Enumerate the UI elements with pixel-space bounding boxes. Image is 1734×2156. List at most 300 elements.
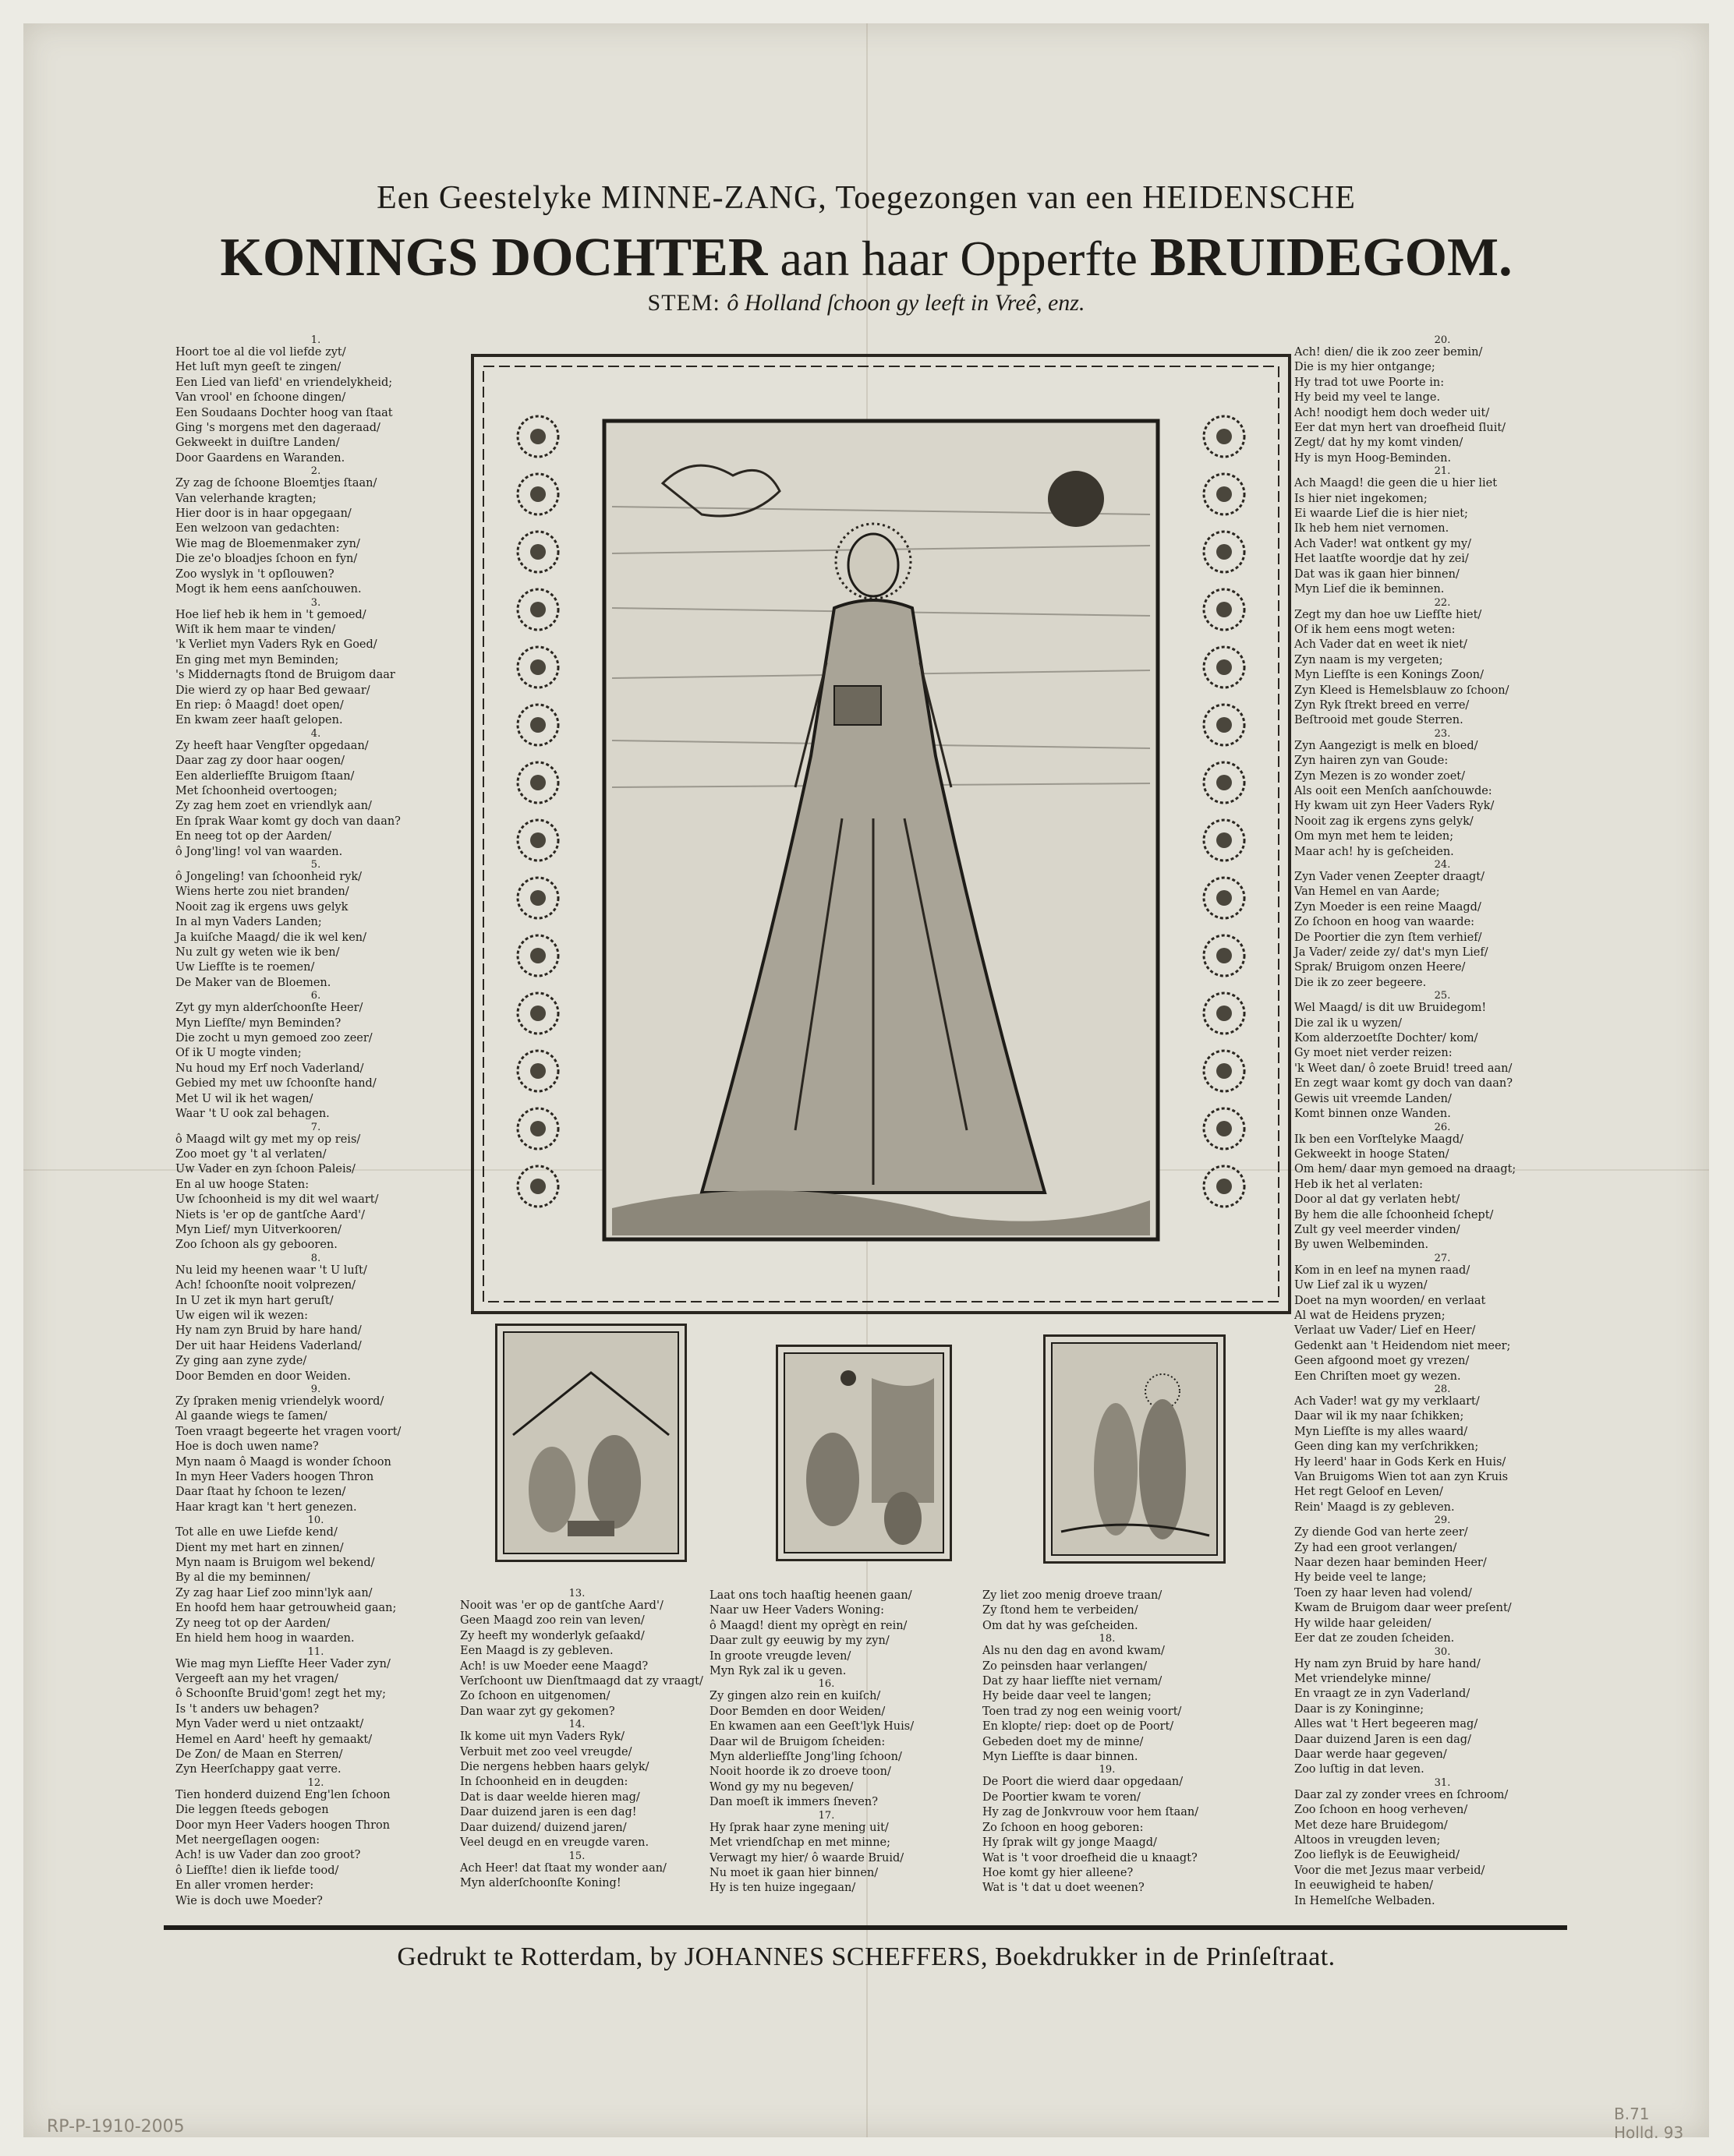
verse-column-bottom-1 bbox=[460, 1588, 703, 1891]
verse-number: 16. bbox=[818, 1678, 835, 1691]
verse-line: Zy neeg tot op der Aarden/ bbox=[175, 1617, 331, 1630]
heading-line-1: Een Geestelyke MINNE-ZANG, Toegezongen van een HEIDENSCHE bbox=[377, 180, 1356, 216]
verse-line: Hy nam zyn Bruid by hare hand/ bbox=[175, 1324, 362, 1338]
verse-line: En kwamen aan een Geeſt'lyk Huis/ bbox=[710, 1720, 915, 1734]
verse-line: Beſtrooid met goude Sterren. bbox=[1294, 714, 1463, 727]
verse-line: Naar uw Heer Vaders Woning: bbox=[710, 1604, 884, 1617]
verse-column-left bbox=[175, 335, 456, 1909]
verse-line: Zo ſchoon en hoog geboren: bbox=[982, 1821, 1144, 1834]
verse-line: Myn alderliefſte Jong'ling ſchoon/ bbox=[710, 1751, 902, 1764]
verse-number: 7. bbox=[310, 1121, 321, 1133]
verse-line: Die nergens hebben haars gelyk/ bbox=[460, 1761, 649, 1774]
verse-line: Gebeden doet my de minne/ bbox=[982, 1735, 1144, 1748]
verse-line: By uwen Welbeminden. bbox=[1294, 1239, 1429, 1252]
sun-ornament-center bbox=[1216, 602, 1232, 617]
verse-number: 11. bbox=[307, 1645, 324, 1658]
verse-line: Nooit was 'er op de gantſche Aard'/ bbox=[460, 1599, 664, 1612]
verse-line: Dat was ik gaan hier binnen/ bbox=[1294, 567, 1460, 581]
verse-line: Gekweekt in hooge Staten/ bbox=[1294, 1147, 1449, 1161]
panel-annunciation bbox=[776, 1345, 952, 1561]
verse-line: ô Jongeling! van ſchoonheid ryk/ bbox=[175, 871, 363, 883]
verse-line: Myn naam is Bruigom wel bekend/ bbox=[175, 1557, 375, 1570]
sun-ornament-center bbox=[1216, 1063, 1232, 1079]
verse-line: Rein' Maagd is zy gebleven. bbox=[1294, 1500, 1455, 1514]
verse-line: Komt binnen onze Wanden. bbox=[1294, 1108, 1451, 1121]
verse-line: Zoo luſtig in dat leven. bbox=[1294, 1763, 1424, 1776]
verse-line: Kom alderzoetſte Dochter/ kom/ bbox=[1294, 1032, 1478, 1045]
verse-line: Om dat hy was geſcheiden. bbox=[982, 1619, 1138, 1632]
verse-line: Van Hemel en van Aarde; bbox=[1294, 885, 1440, 899]
verse-line: Uw Liefſte is te roemen/ bbox=[175, 961, 315, 974]
printer-imprint: Gedrukt te Rotterdam, by JOHANNES SCHEFFERS, Boekdrukker in de Prinſeſtraat. bbox=[397, 1942, 1336, 1971]
verse-line: 'k Verliet myn Vaders Ryk en Goed/ bbox=[175, 638, 377, 652]
verse-line: Gebied my met uw ſchoonſte hand/ bbox=[175, 1077, 377, 1090]
verse-line: Gekweekt in duiſtre Landen/ bbox=[175, 437, 340, 450]
sun-ornament-center bbox=[530, 948, 546, 963]
verse-line: Daar werde haar gegeven/ bbox=[1294, 1748, 1447, 1761]
verse-line: Zy zag de ſchoone Bloemtjes ſtaan/ bbox=[175, 477, 377, 490]
verse-line: Die leggen ſteeds gebogen bbox=[175, 1804, 329, 1817]
verse-line: Daar zal zy zonder vrees en ſchroom/ bbox=[1294, 1788, 1509, 1801]
verse-line: Dan waar zyt gy gekomen? bbox=[460, 1705, 615, 1718]
verse-line: Wie is doch uwe Moeder? bbox=[175, 1894, 323, 1907]
verse-line: Zo ſchoon en hoog van waarde: bbox=[1294, 916, 1475, 929]
verse-line: Een Maagd is zy gebleven. bbox=[460, 1645, 614, 1658]
verse-line: Zyn Heerſchappy gaat verre. bbox=[175, 1763, 341, 1776]
verse-line: Door Gaardens en Waranden. bbox=[175, 451, 345, 465]
verse-line: Dan moeſt ik immers ſneven? bbox=[710, 1796, 878, 1809]
verse-number: 22. bbox=[1434, 596, 1451, 609]
verse-line: Ach! noodigt hem doch weder uit/ bbox=[1294, 406, 1490, 419]
verse-line: Toen zy haar leven had volend/ bbox=[1294, 1586, 1472, 1599]
verse-line: Hy beid my veel te lange. bbox=[1294, 391, 1441, 405]
verse-line: En hield hem hoog in waarden. bbox=[175, 1632, 355, 1645]
woodcut-frame bbox=[468, 351, 1294, 1317]
verse-line: Het laatſte woordje dat hy zei/ bbox=[1294, 553, 1469, 566]
verse-number: 8. bbox=[310, 1252, 321, 1264]
verse-line: Door myn Heer Vaders hoogen Thron bbox=[175, 1818, 391, 1832]
verse-number: 28. bbox=[1434, 1384, 1451, 1395]
melody-line bbox=[23, 290, 1709, 316]
verse-line: De Poortier die zyn ſtem verhief/ bbox=[1294, 931, 1482, 944]
melody-title: ô Holland ſchoon gy leeft in Vreê, enz. bbox=[727, 290, 1085, 316]
verse-line: Myn Lief die ik beminnen. bbox=[1294, 583, 1445, 596]
verse-line: Mogt ik hem eens aanſchouwen. bbox=[175, 583, 362, 596]
verse-line: Geen ding kan my verſchrikken; bbox=[1294, 1440, 1479, 1454]
verse-line: Hy ſprak haar zyne mening uit/ bbox=[710, 1821, 889, 1834]
verse-line: Daar wil de Bruigom ſcheiden: bbox=[710, 1735, 886, 1748]
verse-line: Zy heeft my wonderlyk geſaakd/ bbox=[460, 1629, 645, 1642]
panel-saints bbox=[1043, 1334, 1226, 1564]
verse-line: Ach! is uw Moeder eene Maagd? bbox=[460, 1659, 649, 1673]
sun-ornament-center bbox=[530, 429, 546, 444]
broadsheet-paper bbox=[23, 23, 1709, 2137]
verse-line: Een Chriſten moet gy wezen. bbox=[1294, 1370, 1461, 1383]
sun-ornament-center bbox=[1216, 659, 1232, 675]
verse-line: Myn Ryk zal ik u geven. bbox=[710, 1665, 847, 1678]
verse-line: In U zet ik myn hart geruſt/ bbox=[175, 1294, 334, 1307]
verse-number: 15. bbox=[568, 1850, 586, 1862]
verse-line: Met neergeſlagen oogen: bbox=[175, 1833, 320, 1847]
verse-line: Uw eigen wil ik wezen: bbox=[175, 1309, 309, 1322]
verse-line: Van vrool' en ſchoone dingen/ bbox=[175, 391, 346, 405]
verse-line: Niets is 'er op de gantſche Aard'/ bbox=[175, 1208, 365, 1221]
verse-line: En neeg tot op der Aarden/ bbox=[175, 830, 332, 843]
verse-number: 18. bbox=[1099, 1633, 1116, 1645]
verse-number: 25. bbox=[1434, 990, 1451, 1002]
sun-ornament-center bbox=[1216, 775, 1232, 790]
verse-line: ô Jong'ling! vol van waarden. bbox=[175, 845, 343, 858]
verse-line: Een welzoon van gedachten: bbox=[175, 522, 340, 535]
verse-line: Zy gingen alzo rein en kuiſch/ bbox=[710, 1690, 881, 1703]
verse-line: Hy ſprak wilt gy jonge Maagd/ bbox=[982, 1836, 1157, 1850]
verse-column-bottom-3 bbox=[982, 1589, 1232, 1896]
verse-line: Ach Heer! dat ſtaat my wonder aan/ bbox=[460, 1861, 667, 1875]
verse-line: Ach Maagd! die geen die u hier liet bbox=[1294, 477, 1498, 490]
verse-line: Een Soudaans Dochter hoog van ſtaat bbox=[175, 406, 393, 419]
verse-number: 5. bbox=[310, 859, 321, 871]
verse-line: En al uw hooge Staten: bbox=[175, 1178, 310, 1191]
verse-line: Als ooit een Menſch aanſchouwde: bbox=[1294, 784, 1492, 797]
verse-number: 26. bbox=[1434, 1121, 1451, 1133]
verse-line: Van Bruigoms Wien tot aan zyn Kruis bbox=[1294, 1471, 1509, 1484]
verse-line: Kom in en leef na mynen raad/ bbox=[1294, 1264, 1470, 1277]
sun-ornament-center bbox=[530, 775, 546, 790]
verse-number: 13. bbox=[568, 1588, 586, 1599]
verse-number: 17. bbox=[818, 1809, 835, 1822]
verse-line: Alles wat 't Hert begeeren mag/ bbox=[1294, 1718, 1478, 1731]
verse-line: In eeuwigheid te haben/ bbox=[1294, 1879, 1434, 1893]
verse-number: 3. bbox=[310, 596, 321, 609]
melody-label: STEM: bbox=[647, 290, 720, 316]
verse-line: Om myn met hem te leiden; bbox=[1294, 830, 1454, 843]
verse-line: Wond gy my nu begeven/ bbox=[710, 1780, 854, 1794]
verse-line: Gy moet niet verder reizen: bbox=[1294, 1047, 1453, 1060]
verse-line: Ja Vader/ zeide zy/ dat's myn Lief/ bbox=[1294, 946, 1488, 960]
verse-line: Hy zag de Jonkvrouw voor hem ſtaan/ bbox=[982, 1806, 1199, 1819]
verse-line: Wie mag myn Liefſte Heer Vader zyn/ bbox=[175, 1657, 391, 1670]
verse-line: In groote vreugde leven/ bbox=[710, 1649, 851, 1663]
verse-line: En hoofd hem haar getrouwheid gaan; bbox=[175, 1602, 397, 1615]
verse-line: Der uit haar Heidens Vaderland/ bbox=[175, 1339, 362, 1352]
verse-line: In al myn Vaders Landen; bbox=[175, 916, 322, 929]
verse-line: Myn alderſchoonſte Koning! bbox=[460, 1876, 621, 1889]
verse-line: Ei waarde Lief die is hier niet; bbox=[1294, 507, 1468, 521]
verse-line: In ſchoonheid en in deugden: bbox=[460, 1776, 628, 1789]
verse-line: ô Schoonſte Bruid'gom! zegt het my; bbox=[175, 1688, 387, 1701]
verse-line: Kwam de Bruigom daar weer preſent/ bbox=[1294, 1602, 1512, 1615]
verse-line: Daar zag zy door haar oogen/ bbox=[175, 755, 345, 768]
heading-konings-dochter: KONINGS DOCHTER bbox=[220, 228, 768, 288]
verse-line: Zy heeft haar Vengſter opgedaan/ bbox=[175, 739, 369, 752]
sun-ornament-center bbox=[530, 486, 546, 502]
verse-line: Daar is zy Koninginne; bbox=[1294, 1702, 1424, 1716]
verse-line: Een alderliefſte Bruigom ſtaan/ bbox=[175, 769, 355, 783]
verse-line: Als nu den dag en avond kwam/ bbox=[982, 1645, 1165, 1658]
sun-ornament-center bbox=[1216, 1121, 1232, 1136]
verse-line: En kwam zeer haaſt gelopen. bbox=[175, 714, 343, 727]
verse-line: In Hemelſche Welbaden. bbox=[1294, 1894, 1435, 1907]
verse-column-bottom-2 bbox=[710, 1589, 943, 1896]
sun-ornament-center bbox=[1216, 717, 1232, 733]
verse-line: Met U wil ik het wagen/ bbox=[175, 1092, 313, 1105]
verse-line: Myn Liefſte/ myn Beminden? bbox=[175, 1016, 341, 1030]
verse-line: Wat is 't dat u doet weenen? bbox=[982, 1882, 1145, 1895]
sun-ornament-center bbox=[530, 832, 546, 848]
verse-line: By al die my beminnen/ bbox=[175, 1571, 310, 1585]
verse-line: Ging 's morgens met den dageraad/ bbox=[175, 422, 380, 435]
verse-line: Met ſchoonheid overtoogen; bbox=[175, 784, 338, 797]
verse-line: Hy kwam uit zyn Heer Vaders Ryk/ bbox=[1294, 800, 1495, 813]
sun-ornament-center bbox=[1216, 486, 1232, 502]
verse-line: Of ik U mogte vinden; bbox=[175, 1047, 302, 1060]
verse-line: Doet na myn woorden/ en verlaat bbox=[1294, 1294, 1486, 1307]
verse-line: En ging met myn Beminden; bbox=[175, 653, 339, 666]
verse-column-right bbox=[1294, 335, 1591, 1909]
verse-line: In myn Heer Vaders hoogen Thron bbox=[175, 1471, 374, 1484]
verse-line: Hy trad tot uwe Poorte in: bbox=[1294, 376, 1445, 389]
verse-line: De Maker van de Bloemen. bbox=[175, 976, 331, 989]
verse-line: Met deze hare Bruidegom/ bbox=[1294, 1818, 1448, 1832]
sun-ornament-center bbox=[530, 602, 546, 617]
verse-line: Tot alle en uwe Liefde kend/ bbox=[175, 1526, 338, 1539]
verse-line: Ik ben een Vorſtelyke Maagd/ bbox=[1294, 1133, 1464, 1146]
verse-line: Zy diende God van herte zeer/ bbox=[1294, 1526, 1468, 1539]
verse-number: 30. bbox=[1434, 1645, 1451, 1658]
verse-line: Om hem/ daar myn gemoed na draagt; bbox=[1294, 1163, 1516, 1176]
verse-line: Verwagt my hier/ ô waarde Bruid/ bbox=[710, 1851, 904, 1864]
sun-ornament-center bbox=[1216, 948, 1232, 963]
verse-line: De Poortier kwam te voren/ bbox=[982, 1790, 1141, 1804]
imprint-rule bbox=[164, 1925, 1567, 1930]
verse-line: Zyt gy myn alderſchoonſte Heer/ bbox=[175, 1002, 363, 1015]
verse-line: Of ik hem eens mogt weten: bbox=[1294, 623, 1456, 636]
verse-line: Heb ik het al verlaten: bbox=[1294, 1178, 1424, 1191]
verse-line: Daar wil ik my naar ſchikken; bbox=[1294, 1410, 1464, 1423]
verse-line: Is 't anders uw behagen? bbox=[175, 1702, 320, 1716]
verse-line: Nu leid my heenen waar 't U luſt/ bbox=[175, 1264, 367, 1277]
verse-line: Daar duizend jaren is een dag! bbox=[460, 1806, 637, 1819]
sun-ornament-center bbox=[530, 717, 546, 733]
verse-line: Hy beide veel te lange; bbox=[1294, 1571, 1427, 1585]
verse-line: Myn Liefſte is daar binnen. bbox=[982, 1751, 1138, 1764]
verse-line: Myn Lief/ myn Uitverkooren/ bbox=[175, 1223, 341, 1236]
verse-line: Het regt Geloof en Leven/ bbox=[1294, 1486, 1443, 1499]
verse-line: Uw ſchoonheid is my dit wel waart/ bbox=[175, 1193, 379, 1207]
verse-line: Haar kragt kan 't hert genezen. bbox=[175, 1500, 357, 1514]
verse-line: Nu houd my Erf noch Vaderland/ bbox=[175, 1062, 364, 1075]
verse-line: Eer dat ze zouden ſcheiden. bbox=[1294, 1632, 1455, 1645]
verse-line: Zegt/ dat hy my komt vinden/ bbox=[1294, 437, 1463, 450]
verse-line: Zyn Ryk ſtrekt breed en verre/ bbox=[1294, 698, 1470, 712]
verse-line: Zoo wyslyk in 't opſlouwen? bbox=[175, 567, 334, 581]
verse-line: Zoo moet gy 't al verlaten/ bbox=[175, 1147, 327, 1161]
verse-line: Ach Vader dat en weet ik niet/ bbox=[1294, 638, 1467, 652]
verse-line: Die ik zo zeer begeere. bbox=[1294, 976, 1427, 989]
verse-line: Vergeeft aan my het vragen/ bbox=[175, 1672, 338, 1685]
verse-line: Die zocht u myn gemoed zoo zeer/ bbox=[175, 1032, 373, 1045]
verse-line: Gedenkt aan 't Heidendom niet meer; bbox=[1294, 1339, 1511, 1352]
verse-line: Uw Lief zal ik u wyzen/ bbox=[1294, 1279, 1428, 1292]
verse-line: Zyn Kleed is Hemelsblauw zo ſchoon/ bbox=[1294, 684, 1509, 697]
verse-number: 12. bbox=[307, 1776, 324, 1789]
verse-line: Hemel en Aard' heeft hy gemaakt/ bbox=[175, 1733, 373, 1746]
verse-line: Geen afgoond moet gy vrezen/ bbox=[1294, 1355, 1470, 1368]
verse-line: Hy wilde haar geleiden/ bbox=[1294, 1617, 1431, 1630]
sun-ornament-center bbox=[530, 890, 546, 906]
verse-line: Wiſt ik hem maar te vinden/ bbox=[175, 623, 336, 636]
verse-line: Al wat de Heidens pryzen; bbox=[1294, 1309, 1446, 1322]
verse-line: Zult gy veel meerder vinden/ bbox=[1294, 1223, 1460, 1236]
sun-ornament-center bbox=[1216, 429, 1232, 444]
verse-line: Ach! dien/ die ik zoo zeer bemin/ bbox=[1294, 346, 1483, 359]
verse-line: Sprak/ Bruigom onzen Heere/ bbox=[1294, 961, 1466, 974]
verse-line: Van velerhande kragten; bbox=[175, 492, 317, 505]
verse-line: Zy zag haar Lief zoo minn'lyk aan/ bbox=[175, 1586, 373, 1599]
verse-line: Wat is 't voor droefheid die u knaagt? bbox=[982, 1851, 1198, 1864]
verse-line: Zy ging aan zyne zyde/ bbox=[175, 1355, 307, 1368]
verse-number: 27. bbox=[1434, 1252, 1451, 1264]
verse-line: Een Lied van liefd' en vriendelykheid; bbox=[175, 376, 393, 389]
verse-line: Myn Liefſte is my alles waard/ bbox=[1294, 1425, 1468, 1438]
verse-line: Die is my hier ontgange; bbox=[1294, 361, 1435, 374]
verse-line: Tien honderd duizend Eng'len ſchoon bbox=[175, 1788, 391, 1801]
verse-line: Zy zag hem zoet en vriendlyk aan/ bbox=[175, 800, 372, 813]
verse-line: Zo peinsden haar verlangen/ bbox=[982, 1659, 1148, 1673]
verse-line: Toen vraagt begeerte het vragen voort/ bbox=[175, 1425, 402, 1438]
verse-line: Verſchoont uw Dienſtmaagd dat zy vraagt/ bbox=[460, 1675, 703, 1688]
verse-line: Hy nam zyn Bruid by hare hand/ bbox=[1294, 1657, 1481, 1670]
verse-line: Dient my met hart en zinnen/ bbox=[175, 1541, 344, 1554]
verse-line: Zy had een groot verlangen/ bbox=[1294, 1541, 1457, 1554]
verse-line: Door Bemden en door Weiden/ bbox=[710, 1705, 886, 1718]
verse-line: Zyn Mezen is zo wonder zoet/ bbox=[1294, 769, 1466, 783]
verse-line: En vraagt ze in zyn Vaderland/ bbox=[1294, 1688, 1470, 1701]
heading-bruidegom: BRUIDEGOM. bbox=[1149, 228, 1513, 288]
verse-line: En riep: ô Maagd! doet open/ bbox=[175, 698, 344, 712]
verse-number: 20. bbox=[1434, 334, 1451, 346]
verse-line: Uw Vader en zyn ſchoon Paleis/ bbox=[175, 1163, 356, 1176]
verse-line: Eer dat myn hert van droefheid ſluit/ bbox=[1294, 422, 1506, 435]
verse-line: Geen Maagd zoo rein van leven/ bbox=[460, 1614, 645, 1628]
verse-line: Daar zult gy eeuwig by my zyn/ bbox=[710, 1635, 890, 1648]
sun-ornament-center bbox=[530, 1006, 546, 1021]
sun-ornament-center bbox=[530, 1121, 546, 1136]
sun-ornament-center bbox=[530, 659, 546, 675]
verse-line: Nu zult gy weten wie ik ben/ bbox=[175, 946, 340, 960]
verse-line: ô Maagd wilt gy met my op reis/ bbox=[175, 1133, 361, 1146]
verse-line: Verlaat uw Vader/ Lief en Heer/ bbox=[1294, 1324, 1476, 1338]
verse-line: Met vriendſchap en met minne; bbox=[710, 1836, 891, 1850]
verse-line: En klopte/ riep: doet op de Poort/ bbox=[982, 1720, 1174, 1734]
verse-line: Ja kuiſche Maagd/ die ik wel ken/ bbox=[175, 931, 367, 944]
verse-line: Zyn hairen zyn van Goude: bbox=[1294, 755, 1449, 768]
verse-line: Hier door is in haar opgegaan/ bbox=[175, 507, 352, 521]
sun-ornament-center bbox=[1216, 1006, 1232, 1021]
verse-line: Zy ſtond hem te verbeiden/ bbox=[982, 1604, 1138, 1617]
verse-line: Zo ſchoon en uitgenomen/ bbox=[460, 1690, 610, 1703]
verse-line: Ach! is uw Vader dan zoo groot? bbox=[175, 1849, 361, 1862]
sun-ornament-center bbox=[530, 1063, 546, 1079]
sun-ornament-center bbox=[1216, 890, 1232, 906]
verse-line: Hy is myn Hoog-Beminden. bbox=[1294, 451, 1452, 465]
verse-line: Hoe lief heb ik hem in 't gemoed/ bbox=[175, 608, 366, 621]
verse-number: 10. bbox=[307, 1515, 324, 1527]
verse-line: Hoe komt gy hier alleene? bbox=[982, 1866, 1134, 1879]
verse-line: Die wierd zy op haar Bed gewaar/ bbox=[175, 684, 370, 697]
catalogue-note: B.71 Holld. 93 bbox=[1614, 2105, 1684, 2142]
verse-line: Myn Vader werd u niet ontzaakt/ bbox=[175, 1718, 364, 1731]
verse-number: 1. bbox=[310, 334, 321, 346]
verse-line: Het luſt myn geeſt te zingen/ bbox=[175, 361, 341, 374]
verse-line: 'k Weet dan/ ô zoete Bruid! treed aan/ bbox=[1294, 1062, 1513, 1075]
verse-line: Met vriendelyke minne/ bbox=[1294, 1672, 1431, 1685]
verse-line: Ach Vader! wat gy my verklaart/ bbox=[1294, 1395, 1480, 1408]
verse-line: Ach Vader! wat ontkent gy my/ bbox=[1294, 537, 1471, 550]
verse-line: By hem die alle ſchoonheid ſchept/ bbox=[1294, 1208, 1494, 1221]
verse-line: Zy ſpraken menig vriendelyk woord/ bbox=[175, 1395, 384, 1408]
verse-line: Dat is daar weelde hieren mag/ bbox=[460, 1790, 640, 1804]
verse-line: Toen trad zy nog een weinig voort/ bbox=[982, 1705, 1182, 1718]
verse-number: 31. bbox=[1434, 1776, 1451, 1789]
verse-line: Zyn Vader venen Zeepter draagt/ bbox=[1294, 871, 1485, 883]
verse-line: Wie mag de Bloemenmaker zyn/ bbox=[175, 537, 360, 550]
verse-line: Door al dat gy verlaten hebt/ bbox=[1294, 1193, 1460, 1207]
verse-line: En ſprak Waar komt gy doch van daan? bbox=[175, 815, 401, 828]
verse-line: Die zal ik u wyzen/ bbox=[1294, 1016, 1403, 1030]
verse-line: Daar duizend/ duizend jaren/ bbox=[460, 1821, 627, 1834]
verse-number: 9. bbox=[310, 1384, 321, 1395]
verse-line: Maar ach! hy is geſcheiden. bbox=[1294, 845, 1454, 858]
verse-line: 's Middernagts ſtond de Bruigom daar bbox=[175, 669, 395, 682]
verse-number: 4. bbox=[310, 727, 321, 740]
verse-line: Zy liet zoo menig droeve traan/ bbox=[982, 1589, 1162, 1602]
verse-line: ô Maagd! dient my oprègt en rein/ bbox=[710, 1619, 908, 1632]
verse-line: Wiens herte zou niet branden/ bbox=[175, 885, 349, 899]
verse-line: Verbuit met zoo veel vreugde/ bbox=[460, 1745, 632, 1758]
verse-line: Al gaande wiegs te ſamen/ bbox=[175, 1410, 327, 1423]
verse-line: Hy beide daar veel te langen; bbox=[982, 1690, 1152, 1703]
verse-line: Zyn Moeder is een reine Maagd/ bbox=[1294, 900, 1481, 914]
verse-line: Zoo ſchoon als gy gebooren. bbox=[175, 1239, 338, 1252]
verse-line: Ach! ſchoonſte nooit volprezen/ bbox=[175, 1279, 356, 1292]
verse-line: Myn naam ô Maagd is wonder ſchoon bbox=[175, 1455, 391, 1469]
inventory-number: RP-P-1910-2005 bbox=[47, 2117, 185, 2137]
verse-line: Voor die met Jezus maar verbeid/ bbox=[1294, 1864, 1485, 1877]
verse-line: En aller vromen herder: bbox=[175, 1879, 314, 1893]
verse-line: Nooit zag ik ergens uws gelyk bbox=[175, 900, 349, 914]
verse-number: 19. bbox=[1099, 1764, 1116, 1776]
verse-line: Waar 't U ook zal behagen. bbox=[175, 1108, 330, 1121]
panel-nativity bbox=[495, 1324, 687, 1562]
verse-line: Daar ſtaat hy ſchoon te lezen/ bbox=[175, 1486, 346, 1499]
verse-number: 6. bbox=[310, 990, 321, 1002]
verse-line: En zegt waar komt gy doch van daan? bbox=[1294, 1077, 1513, 1090]
verse-number: 24. bbox=[1434, 859, 1451, 871]
verse-line: ô Liefſte! dien ik liefde tood/ bbox=[175, 1864, 339, 1877]
verse-line: Veel deugd en en vreugde varen. bbox=[460, 1836, 649, 1850]
verse-line: Nooit zag ik ergens zyns gelyk/ bbox=[1294, 815, 1474, 828]
verse-line: Ik kome uit myn Vaders Ryk/ bbox=[460, 1730, 625, 1744]
verse-line: Nu moet ik gaan hier binnen/ bbox=[710, 1866, 879, 1879]
verse-line: Door Bemden en door Weiden. bbox=[175, 1370, 351, 1383]
sun-ornament-center bbox=[530, 1179, 546, 1194]
verse-line: Altoos in vreugden leven; bbox=[1294, 1833, 1441, 1847]
verse-number: 21. bbox=[1434, 465, 1451, 478]
heading-line-2 bbox=[23, 228, 1709, 288]
verse-number: 2. bbox=[310, 465, 321, 478]
verse-number: 23. bbox=[1434, 727, 1451, 740]
